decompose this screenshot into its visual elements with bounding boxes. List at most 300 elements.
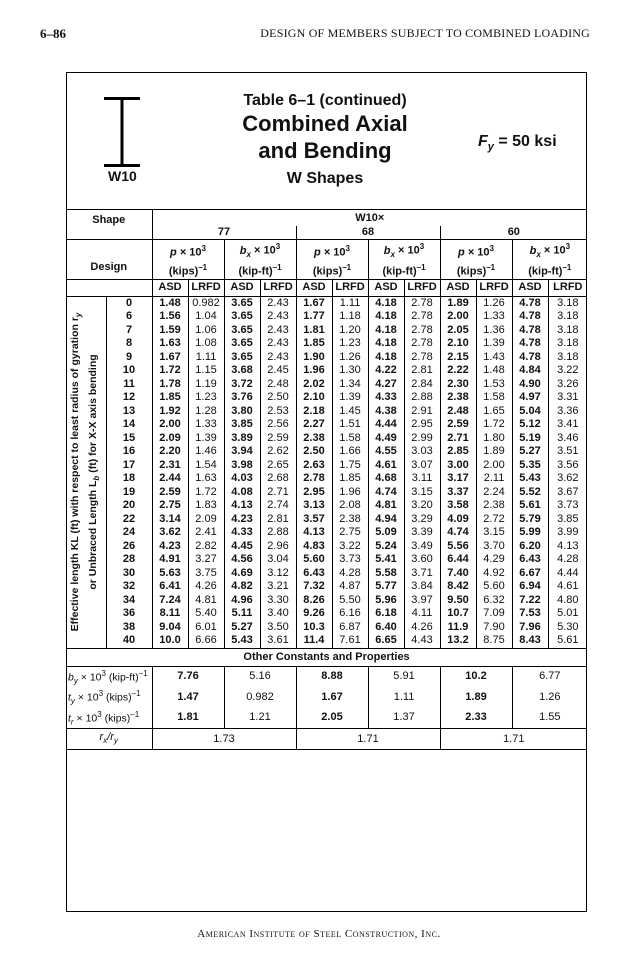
- cell-value: 2.78: [404, 296, 440, 310]
- cell-value: 3.00: [440, 459, 476, 473]
- cell-value: 4.44: [368, 418, 404, 432]
- cell-value: 4.78: [512, 296, 548, 310]
- kl-value: 18: [106, 472, 152, 486]
- p-header: $p \times 10^3$: [440, 240, 512, 261]
- shape-label: Shape: [92, 214, 126, 226]
- cell-value: 1.30: [332, 364, 368, 378]
- cell-value: 2.08: [332, 499, 368, 513]
- cell-value: 1.63: [152, 337, 188, 351]
- cell-value: 7.24: [152, 594, 188, 608]
- cell-value: 4.55: [368, 445, 404, 459]
- table-row: [66, 594, 587, 608]
- cell-value: 1.48: [152, 296, 188, 310]
- cell-value: 3.07: [404, 459, 440, 473]
- cell-value: 7.96: [512, 621, 548, 635]
- cell-value: 3.80: [224, 405, 260, 419]
- cell-value: 2.24: [476, 486, 512, 500]
- cell-value: 5.61: [548, 634, 587, 648]
- cell-value: 6.40: [368, 621, 404, 635]
- cell-value: 2.91: [404, 405, 440, 419]
- cell-value: 3.65: [224, 296, 260, 310]
- cell-value: 4.78: [512, 351, 548, 365]
- cell-value: 4.91: [152, 553, 188, 567]
- cell-value: 5.99: [512, 526, 548, 540]
- table-row: [66, 553, 587, 567]
- cell-value: 2.96: [260, 540, 296, 554]
- cell-value: 1.85: [296, 337, 332, 351]
- cell-value: 4.18: [368, 324, 404, 338]
- kl-value: 13: [106, 405, 152, 419]
- cell-value: 6.18: [368, 607, 404, 621]
- table-row: [66, 540, 587, 554]
- cell-value: 3.73: [548, 499, 587, 513]
- cell-value: 4.74: [368, 486, 404, 500]
- cell-value: 2.43: [260, 296, 296, 310]
- title-line-1: Table 6–1 (continued): [243, 92, 407, 109]
- cell-value: 1.39: [476, 337, 512, 351]
- cell-value: 2.38: [440, 391, 476, 405]
- cell-value: 3.62: [152, 526, 188, 540]
- running-title: DESIGN OF MEMBERS SUBJECT TO COMBINED LOADING: [260, 26, 590, 40]
- table-row: [66, 567, 587, 581]
- cell-value: 2.82: [188, 540, 224, 554]
- cell-value: 8.42: [440, 580, 476, 594]
- cell-value: 1.85: [332, 472, 368, 486]
- kl-value: 17: [106, 459, 152, 473]
- rx-ry-value: 1.71: [296, 729, 440, 750]
- cell-value: 5.50: [332, 594, 368, 608]
- asd-header: ASD: [152, 279, 188, 296]
- cell-value: 1.51: [332, 418, 368, 432]
- cell-value: 1.54: [188, 459, 224, 473]
- cell-value: 11.4: [296, 634, 332, 648]
- cell-value: 4.61: [548, 580, 587, 594]
- cell-value: 10.3: [296, 621, 332, 635]
- cell-value: 2.85: [440, 445, 476, 459]
- cell-value: 6.01: [188, 621, 224, 635]
- cell-value: 4.23: [224, 513, 260, 527]
- cell-value: 1.11: [188, 351, 224, 365]
- cell-value: 5.58: [368, 567, 404, 581]
- cell-value: 1.33: [476, 310, 512, 324]
- cell-value: 1.11: [332, 296, 368, 310]
- cell-value: 2.62: [260, 445, 296, 459]
- cell-value: 3.20: [404, 499, 440, 513]
- b-header: $b_x \times 10^3$: [368, 240, 440, 261]
- property-value: 10.2: [440, 666, 512, 687]
- cell-value: 1.26: [332, 351, 368, 365]
- cell-value: 4.18: [368, 296, 404, 310]
- kl-value: 11: [106, 378, 152, 392]
- effective-length-label: Effective length KL (ft) with respect to least radius of gyration $r_y$ or Unbraced Length $L_b$ (ft) for X-X axis bending: [68, 312, 101, 632]
- cell-value: 1.66: [332, 445, 368, 459]
- cell-value: 3.70: [476, 540, 512, 554]
- cell-value: 3.94: [224, 445, 260, 459]
- table-row: [66, 310, 587, 324]
- cell-value: 3.76: [224, 391, 260, 405]
- cell-value: 2.48: [260, 378, 296, 392]
- cell-value: 2.22: [440, 364, 476, 378]
- cell-value: 4.90: [512, 378, 548, 392]
- cell-value: 2.27: [296, 418, 332, 432]
- cell-value: 1.65: [476, 405, 512, 419]
- table-row: [66, 472, 587, 486]
- cell-value: 2.65: [260, 459, 296, 473]
- rx-ry-label: $r_x/r_y$: [99, 731, 118, 746]
- cell-value: 5.63: [152, 567, 188, 581]
- cell-value: 4.22: [368, 364, 404, 378]
- cell-value: 7.40: [440, 567, 476, 581]
- cell-value: 2.41: [188, 526, 224, 540]
- kl-value: 24: [106, 526, 152, 540]
- cell-value: 4.96: [224, 594, 260, 608]
- kl-value: 12: [106, 391, 152, 405]
- cell-value: 3.15: [404, 486, 440, 500]
- cell-value: 5.56: [440, 540, 476, 554]
- cell-value: 5.35: [512, 459, 548, 473]
- cell-value: 3.56: [548, 459, 587, 473]
- page-number: 6–86: [40, 26, 66, 41]
- cell-value: 1.28: [188, 405, 224, 419]
- cell-value: 11.9: [440, 621, 476, 635]
- cell-value: 1.23: [332, 337, 368, 351]
- cell-value: 10.0: [152, 634, 188, 648]
- cell-value: 2.43: [260, 351, 296, 365]
- cell-value: 3.11: [404, 472, 440, 486]
- cell-value: 5.04: [512, 405, 548, 419]
- cell-value: 2.81: [260, 513, 296, 527]
- cell-value: 4.23: [152, 540, 188, 554]
- combined-axial-bending-table: [66, 209, 587, 750]
- cell-value: 1.59: [152, 324, 188, 338]
- cell-value: 2.38: [476, 499, 512, 513]
- cell-value: 5.60: [296, 553, 332, 567]
- cell-value: 2.09: [188, 513, 224, 527]
- cell-value: 5.09: [368, 526, 404, 540]
- cell-value: 2.78: [296, 472, 332, 486]
- cell-value: 1.34: [332, 378, 368, 392]
- cell-value: 1.20: [332, 324, 368, 338]
- cell-value: 2.43: [260, 310, 296, 324]
- title-line-3: and Bending: [258, 138, 392, 163]
- cell-value: 2.30: [440, 378, 476, 392]
- cell-value: 4.09: [440, 513, 476, 527]
- p-units: (kips)$^{-1}$: [152, 261, 224, 279]
- cell-value: 0.982: [188, 296, 224, 310]
- property-value: 5.16: [224, 666, 296, 687]
- cell-value: 4.28: [332, 567, 368, 581]
- table-row: [66, 364, 587, 378]
- cell-value: 2.75: [332, 526, 368, 540]
- cell-value: 1.39: [332, 391, 368, 405]
- cell-value: 3.40: [260, 607, 296, 621]
- cell-value: 9.04: [152, 621, 188, 635]
- cell-value: 4.56: [224, 553, 260, 567]
- cell-value: 4.61: [368, 459, 404, 473]
- cell-value: 5.79: [512, 513, 548, 527]
- cell-value: 4.03: [224, 472, 260, 486]
- cell-value: 1.39: [188, 432, 224, 446]
- cell-value: 1.96: [332, 486, 368, 500]
- design-label: Design: [90, 260, 128, 273]
- table-row: [66, 513, 587, 527]
- kl-value: 22: [106, 513, 152, 527]
- cell-value: 2.00: [152, 418, 188, 432]
- lrfd-header: LRFD: [476, 279, 512, 296]
- cell-value: 5.11: [224, 607, 260, 621]
- property-value: 2.05: [296, 708, 368, 729]
- cell-value: 2.10: [440, 337, 476, 351]
- cell-value: 1.92: [152, 405, 188, 419]
- table-row: [66, 405, 587, 419]
- cell-value: 3.71: [404, 567, 440, 581]
- w-shape-icon: [102, 96, 142, 168]
- cell-value: 3.65: [224, 324, 260, 338]
- cell-value: 4.92: [476, 567, 512, 581]
- cell-value: 4.80: [548, 594, 587, 608]
- asd-header: ASD: [296, 279, 332, 296]
- cell-value: 4.78: [512, 310, 548, 324]
- cell-value: 1.89: [476, 445, 512, 459]
- cell-value: 1.58: [332, 432, 368, 446]
- cell-value: 1.15: [188, 364, 224, 378]
- cell-value: 1.81: [296, 324, 332, 338]
- cell-value: 4.81: [368, 499, 404, 513]
- kl-value: 19: [106, 486, 152, 500]
- cell-value: 2.78: [404, 310, 440, 324]
- cell-value: 3.14: [152, 513, 188, 527]
- cell-value: 5.41: [368, 553, 404, 567]
- cell-value: 7.32: [296, 580, 332, 594]
- cell-value: 1.58: [476, 391, 512, 405]
- cell-value: 2.72: [476, 513, 512, 527]
- cell-value: 3.57: [296, 513, 332, 527]
- cell-value: 1.78: [152, 378, 188, 392]
- p-header: $p \times 10^3$: [296, 240, 368, 261]
- property-row: [66, 708, 587, 729]
- cell-value: 4.82: [224, 580, 260, 594]
- cell-value: 3.18: [548, 324, 587, 338]
- cell-value: 2.50: [296, 445, 332, 459]
- table-row: [66, 607, 587, 621]
- cell-value: 2.38: [296, 432, 332, 446]
- cell-value: 4.27: [368, 378, 404, 392]
- cell-value: 3.46: [548, 432, 587, 446]
- cell-value: 4.68: [368, 472, 404, 486]
- property-value: 1.11: [368, 687, 440, 708]
- cell-value: 3.04: [260, 553, 296, 567]
- table-row: [66, 621, 587, 635]
- cell-value: 4.45: [224, 540, 260, 554]
- shape-group: W10×: [152, 210, 587, 227]
- property-value: 1.67: [296, 687, 368, 708]
- p-units: (kips)$^{-1}$: [296, 261, 368, 279]
- cell-value: 2.68: [260, 472, 296, 486]
- cell-value: 4.13: [548, 540, 587, 554]
- cell-value: 1.18: [332, 310, 368, 324]
- cell-value: 3.85: [548, 513, 587, 527]
- cell-value: 3.21: [260, 580, 296, 594]
- cell-value: 3.67: [548, 486, 587, 500]
- cell-value: 1.63: [188, 472, 224, 486]
- cell-value: 9.50: [440, 594, 476, 608]
- cell-value: 2.78: [404, 351, 440, 365]
- kl-value: 32: [106, 580, 152, 594]
- p-units: (kips)$^{-1}$: [440, 261, 512, 279]
- cell-value: 1.23: [188, 391, 224, 405]
- cell-value: 5.30: [548, 621, 587, 635]
- kl-value: 40: [106, 634, 152, 648]
- table-row: [66, 526, 587, 540]
- table-row: [66, 459, 587, 473]
- property-value: 6.77: [512, 666, 587, 687]
- table-row: [66, 499, 587, 513]
- cell-value: 3.26: [548, 378, 587, 392]
- property-row: [66, 666, 587, 687]
- cell-value: 1.75: [332, 459, 368, 473]
- cell-value: 2.81: [404, 364, 440, 378]
- other-constants-header: Other Constants and Properties: [66, 648, 587, 666]
- cell-value: 4.18: [368, 337, 404, 351]
- table-row: [66, 337, 587, 351]
- cell-value: 3.89: [224, 432, 260, 446]
- asd-header: ASD: [224, 279, 260, 296]
- cell-value: 3.22: [548, 364, 587, 378]
- cell-value: 2.59: [260, 432, 296, 446]
- table-row: [66, 580, 587, 594]
- table-row: [66, 296, 587, 310]
- cell-value: 2.63: [296, 459, 332, 473]
- cell-value: 1.72: [188, 486, 224, 500]
- cell-value: 2.56: [260, 418, 296, 432]
- property-value: 1.37: [368, 708, 440, 729]
- kl-value: 14: [106, 418, 152, 432]
- title-line-4: W Shapes: [286, 170, 364, 187]
- cell-value: 3.97: [404, 594, 440, 608]
- cell-value: 2.09: [152, 432, 188, 446]
- cell-value: 4.38: [368, 405, 404, 419]
- cell-value: 5.27: [512, 445, 548, 459]
- cell-value: 7.90: [476, 621, 512, 635]
- cell-value: 3.18: [548, 310, 587, 324]
- cell-value: 2.02: [296, 378, 332, 392]
- table-row: [66, 351, 587, 365]
- table-row: [66, 418, 587, 432]
- cell-value: 4.28: [548, 553, 587, 567]
- table-row: [66, 634, 587, 648]
- cell-value: 1.72: [476, 418, 512, 432]
- b-units: $(kip-ft)^{-1}$: [368, 261, 440, 279]
- cell-value: 2.59: [440, 418, 476, 432]
- kl-value: 7: [106, 324, 152, 338]
- cell-value: 3.37: [440, 486, 476, 500]
- property-value: 1.26: [512, 687, 587, 708]
- cell-value: 5.43: [512, 472, 548, 486]
- cell-value: 5.27: [224, 621, 260, 635]
- cell-value: 6.66: [188, 634, 224, 648]
- kl-value: 8: [106, 337, 152, 351]
- cell-value: 1.83: [188, 499, 224, 513]
- cell-value: 4.33: [368, 391, 404, 405]
- kl-value: 34: [106, 594, 152, 608]
- rx-ry-value: 1.73: [152, 729, 296, 750]
- cell-value: 5.52: [512, 486, 548, 500]
- cell-value: 5.40: [188, 607, 224, 621]
- cell-value: 2.15: [440, 351, 476, 365]
- b-header: $b_x \times 10^3$: [224, 240, 296, 261]
- cell-value: 3.12: [260, 567, 296, 581]
- lrfd-header: LRFD: [332, 279, 368, 296]
- cell-value: 3.98: [224, 459, 260, 473]
- kl-value: 0: [106, 296, 152, 310]
- rx-ry-value: 1.71: [440, 729, 587, 750]
- property-value: 7.76: [152, 666, 224, 687]
- cell-value: 13.2: [440, 634, 476, 648]
- cell-value: 4.18: [368, 351, 404, 365]
- cell-value: 3.68: [224, 364, 260, 378]
- kl-value: 38: [106, 621, 152, 635]
- cell-value: 4.69: [224, 567, 260, 581]
- cell-value: 4.49: [368, 432, 404, 446]
- property-value: 2.33: [440, 708, 512, 729]
- cell-value: 4.84: [512, 364, 548, 378]
- cell-value: 6.41: [152, 580, 188, 594]
- cell-value: 1.26: [476, 296, 512, 310]
- cell-value: 1.06: [188, 324, 224, 338]
- kl-value: 36: [106, 607, 152, 621]
- asd-header: ASD: [368, 279, 404, 296]
- cell-value: 3.50: [260, 621, 296, 635]
- cell-value: 2.75: [152, 499, 188, 513]
- cell-value: 4.29: [476, 553, 512, 567]
- cell-value: 2.53: [260, 405, 296, 419]
- cell-value: 3.72: [224, 378, 260, 392]
- cell-value: 1.53: [476, 378, 512, 392]
- cell-value: 1.85: [152, 391, 188, 405]
- cell-value: 2.78: [404, 324, 440, 338]
- cell-value: 3.73: [332, 553, 368, 567]
- cell-value: 2.43: [260, 337, 296, 351]
- table-row: [66, 432, 587, 446]
- cell-value: 2.44: [152, 472, 188, 486]
- cell-value: 3.22: [332, 540, 368, 554]
- cell-value: 4.26: [188, 580, 224, 594]
- cell-value: 2.95: [296, 486, 332, 500]
- property-value: 1.81: [152, 708, 224, 729]
- cell-value: 2.11: [476, 472, 512, 486]
- cell-value: 5.19: [512, 432, 548, 446]
- cell-value: 5.77: [368, 580, 404, 594]
- cell-value: 2.00: [440, 310, 476, 324]
- cell-value: 2.71: [440, 432, 476, 446]
- cell-value: 3.65: [224, 310, 260, 324]
- cell-value: 4.94: [368, 513, 404, 527]
- kl-value: 26: [106, 540, 152, 554]
- cell-value: 4.81: [188, 594, 224, 608]
- b-units: $(kip-ft)^{-1}$: [512, 261, 587, 279]
- cell-value: 2.10: [296, 391, 332, 405]
- cell-value: 1.46: [188, 445, 224, 459]
- property-value: 0.982: [224, 687, 296, 708]
- cell-value: 1.19: [188, 378, 224, 392]
- cell-value: 7.53: [512, 607, 548, 621]
- cell-value: 1.45: [332, 405, 368, 419]
- cell-value: 2.99: [404, 432, 440, 446]
- cell-value: 3.18: [548, 337, 587, 351]
- cell-value: 4.87: [332, 580, 368, 594]
- cell-value: 1.56: [152, 310, 188, 324]
- cell-value: 6.87: [332, 621, 368, 635]
